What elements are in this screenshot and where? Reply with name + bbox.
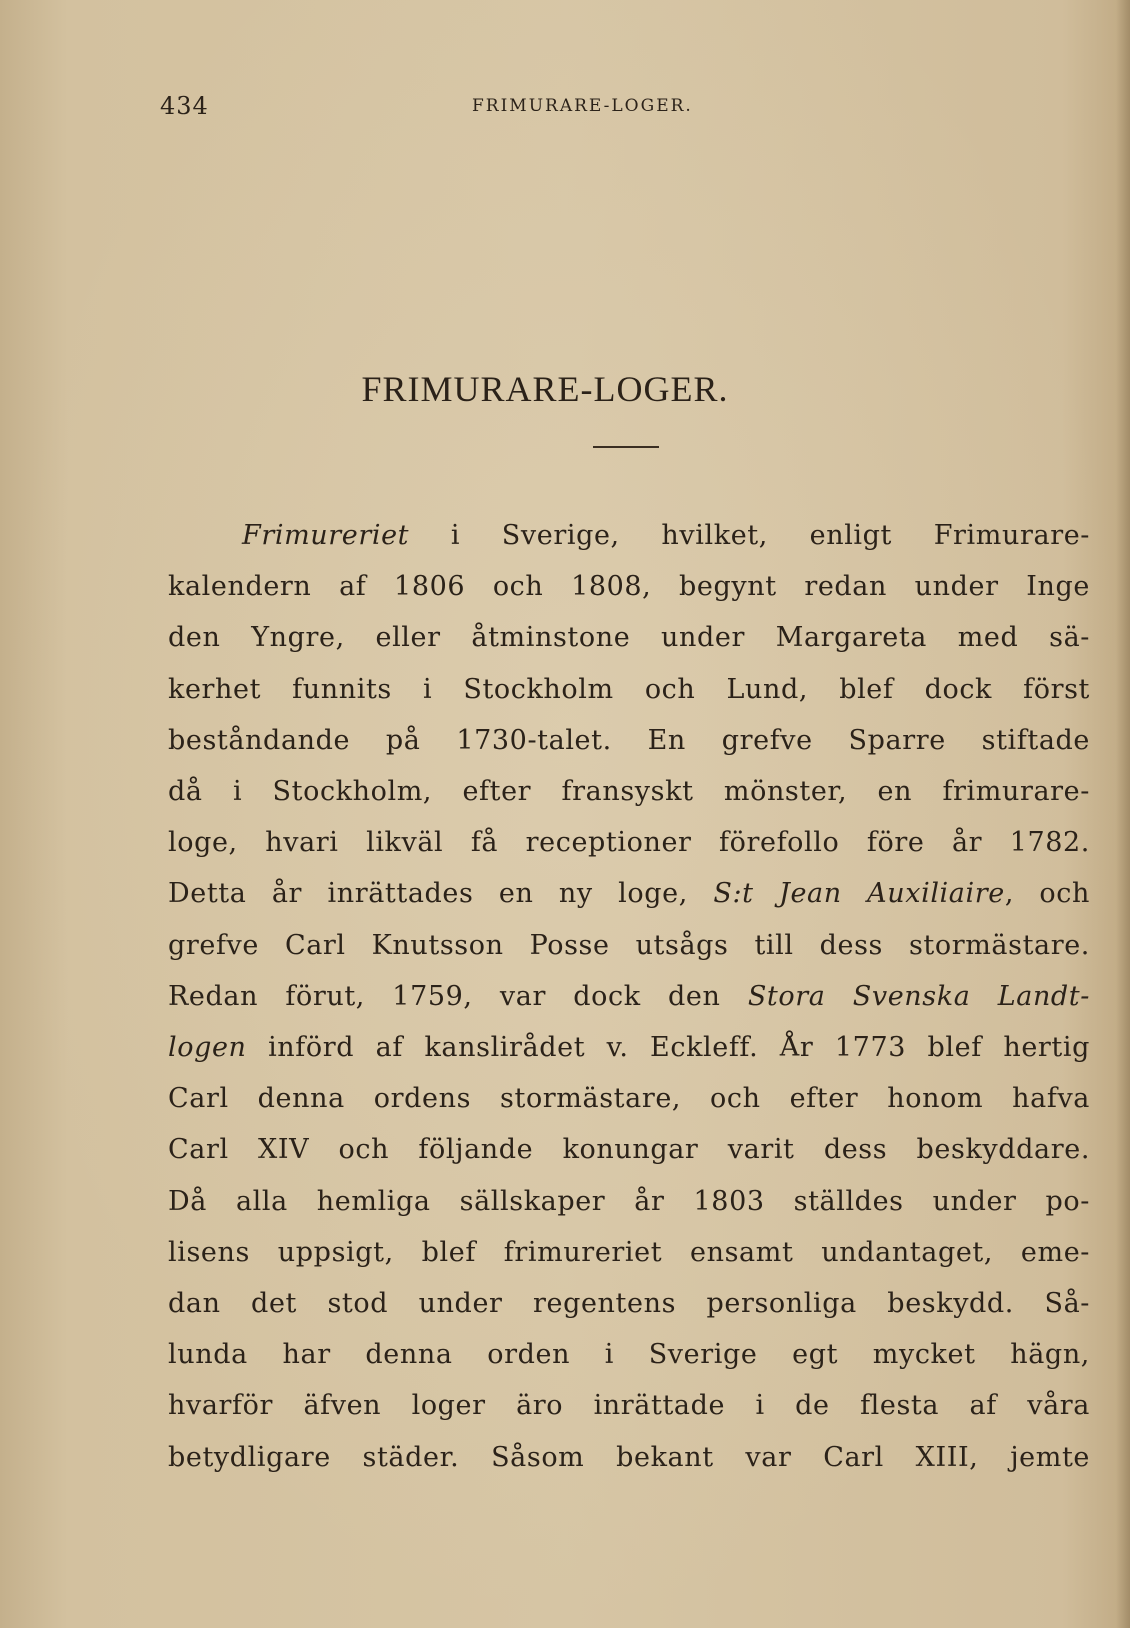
text-line [168, 817, 1090, 868]
italic-text: logen [168, 1032, 247, 1064]
text-span: dan det stod under regentens personliga beskydd. Så- [168, 1288, 1090, 1320]
text-line [168, 971, 1090, 1022]
text-span: , och [1004, 878, 1091, 910]
text-span: Redan förut, 1759, var dock den [168, 980, 748, 1012]
heading-rule [593, 446, 659, 448]
text-line [168, 766, 1090, 817]
text-span: införd af kanslirådet v. Eckleff. År 1773 blef hertig [246, 1032, 1090, 1064]
text-span: hvarför äfven loger äro inrättade i de flesta af våra [168, 1390, 1090, 1422]
body-paragraph [168, 510, 1090, 1483]
text-span: grefve Carl Knutsson Posse utsågs till dess stormästare. [168, 929, 1090, 961]
text-line [168, 1278, 1090, 1329]
text-span: kerhet funnits i Stockholm och Lund, blef dock först [168, 673, 1090, 705]
text-line [168, 1329, 1090, 1380]
italic-text: Stora Svenska Landt- [747, 980, 1090, 1012]
section-heading: FRIMURARE-LOGER. [361, 369, 729, 409]
text-line [168, 1022, 1090, 1073]
text-span: lisens uppsigt, blef frimureriet ensamt undantaget, eme- [168, 1236, 1090, 1268]
text-span: beståndande på 1730-talet. En grefve Sparre stiftade [168, 724, 1090, 756]
text-span: Detta år inrättades en ny loge, [168, 878, 714, 910]
text-span: kalendern af 1806 och 1808, begynt redan under Inge [168, 571, 1090, 603]
text-line [168, 1432, 1090, 1483]
text-span: i Sverige, hvilket, enligt Frimurare- [409, 520, 1090, 551]
text-span: betydligare städer. Såsom bekant var Carl XIII, jemte [168, 1441, 1090, 1473]
page-number: 434 [160, 92, 209, 120]
text-span: Carl denna ordens stormästare, och efter honom hafva [168, 1083, 1090, 1115]
text-line [168, 510, 1090, 561]
text-line [168, 1227, 1090, 1278]
text-span: Carl XIV och följande konungar varit dess beskyddare. [168, 1134, 1090, 1166]
text-line [168, 612, 1090, 663]
italic-text: Frimureriet [242, 520, 410, 551]
text-span: loge, hvari likväl få receptioner förefollo före år 1782. [168, 827, 1090, 859]
text-line [168, 1380, 1090, 1431]
italic-text: S:t Jean Auxiliaire [713, 878, 1005, 910]
text-span: den Yngre, eller åtminstone under Margareta med sä- [168, 622, 1090, 654]
text-line [168, 1176, 1090, 1227]
page-edge-shadow [1116, 0, 1130, 1628]
text-line [168, 561, 1090, 612]
text-line [168, 920, 1090, 971]
text-line [168, 868, 1090, 919]
running-title: FRIMURARE-LOGER. [472, 96, 693, 116]
text-span: lunda har denna orden i Sverige egt mycket hägn, [168, 1339, 1090, 1371]
text-span: Då alla hemliga sällskaper år 1803 ställdes under po- [168, 1185, 1090, 1217]
text-line [168, 1124, 1090, 1175]
text-line [168, 715, 1090, 766]
running-head [160, 92, 800, 126]
text-line [168, 1073, 1090, 1124]
text-line [168, 664, 1090, 715]
text-span: då i Stockholm, efter fransyskt mönster, en frimurare- [168, 776, 1090, 808]
